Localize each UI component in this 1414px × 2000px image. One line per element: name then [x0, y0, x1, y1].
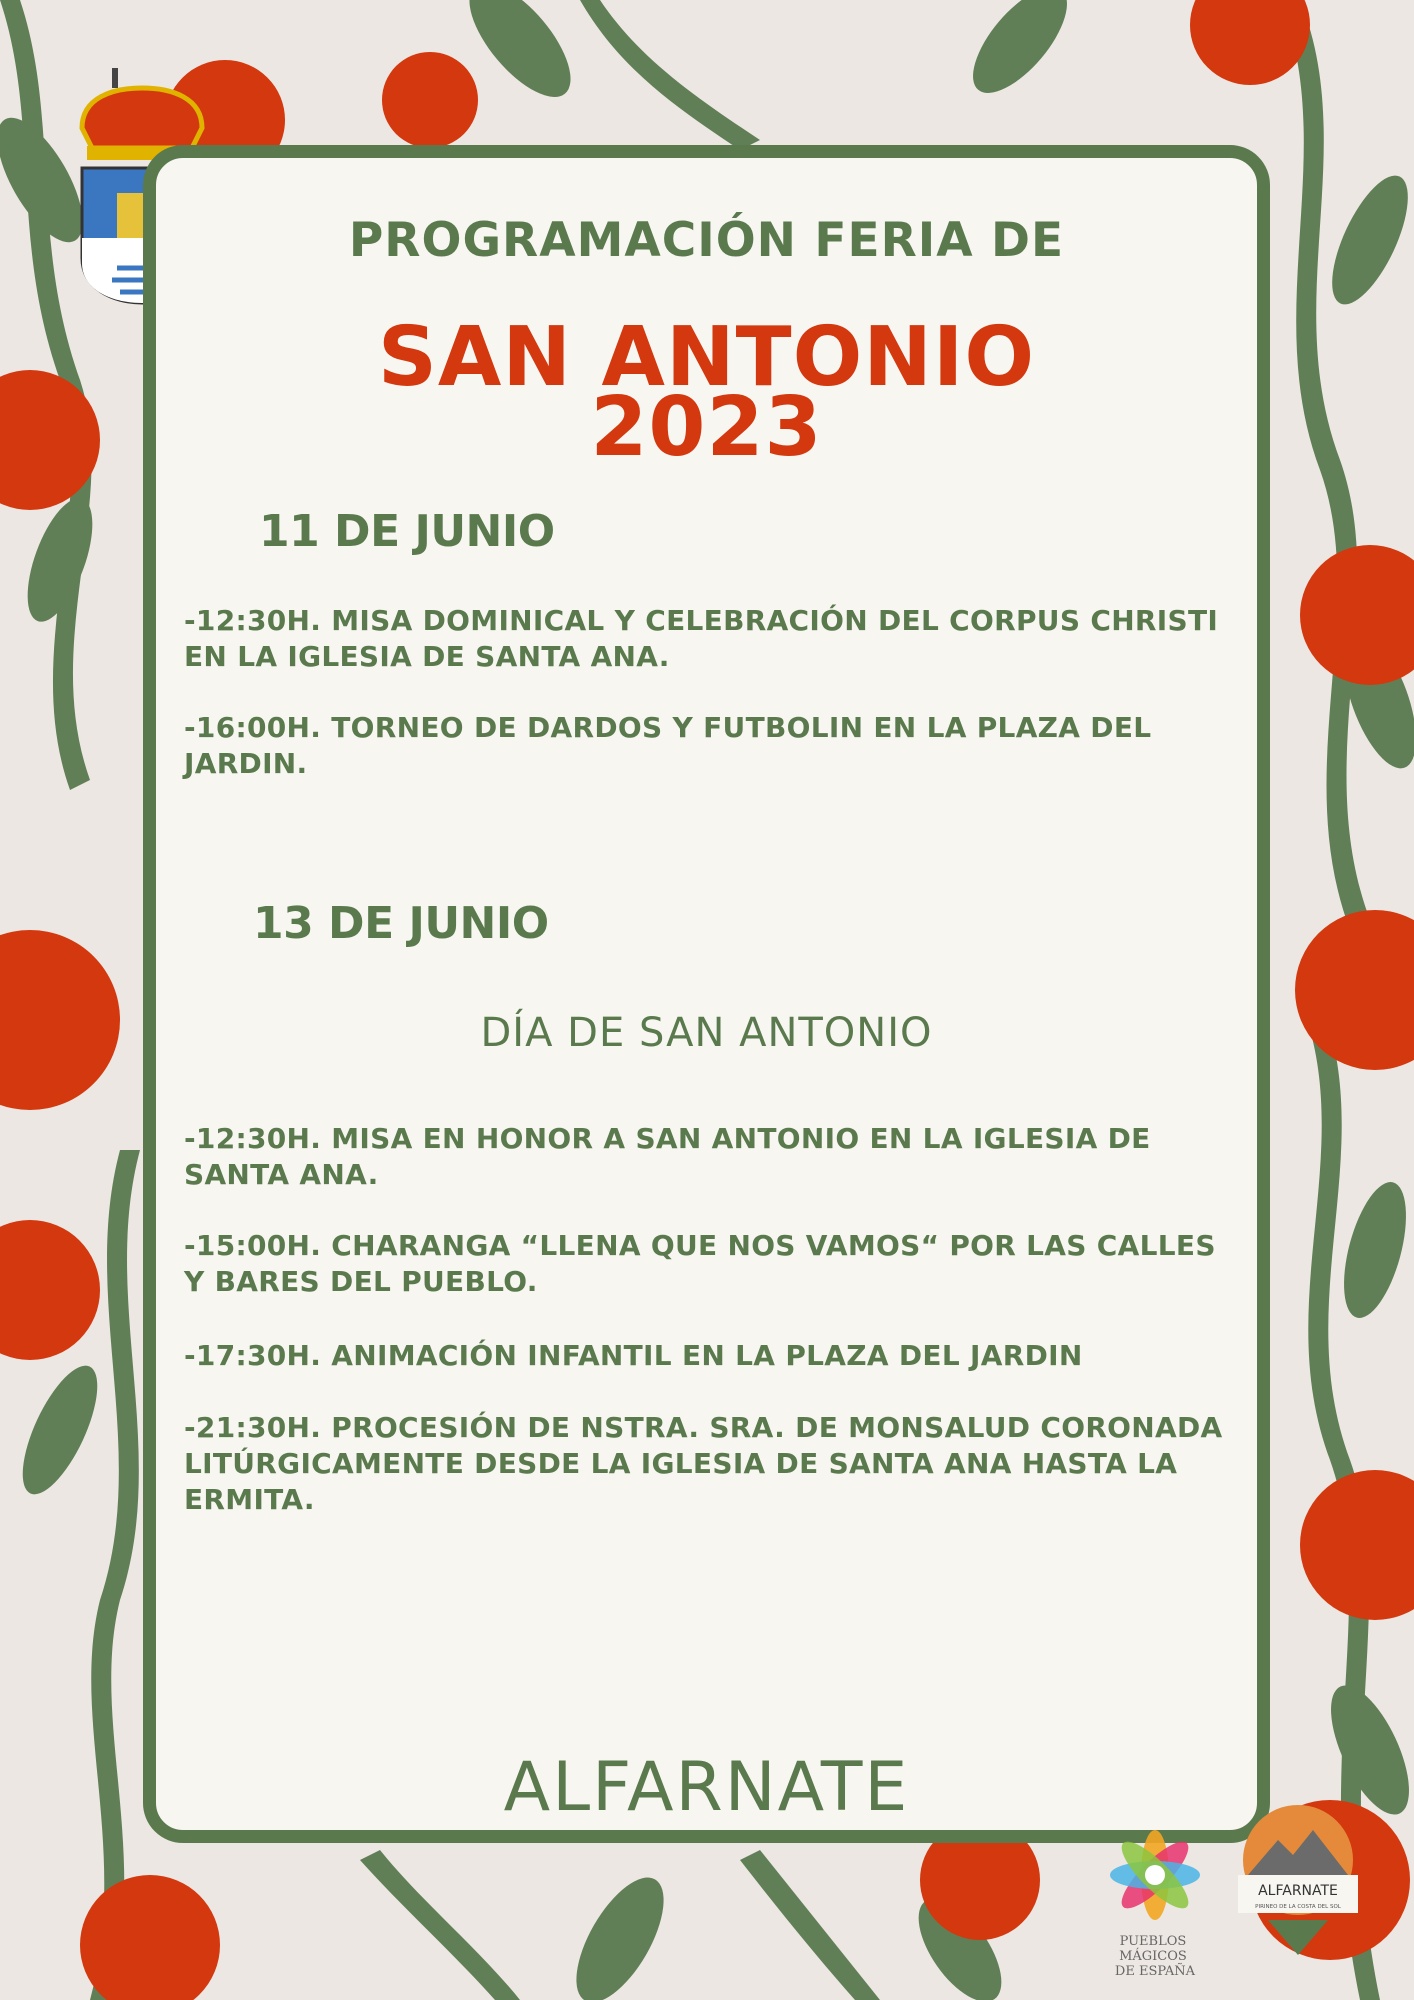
- event-item: -15:00H. CHARANGA “LLENA QUE NOS VAMOS“ POR LAS CALLES Y BARES DEL PUEBLO.: [184, 1229, 1216, 1298]
- event-item: -21:30H. PROCESIÓN DE NSTRA. SRA. DE MONSALUD CORONADA LITÚRGICAMENTE DESDE LA IGLESIA DE SANTA ANA HASTA LA ERMITA.: [184, 1411, 1223, 1516]
- alfarnate-logo-text: ALFARNATE: [1258, 1883, 1338, 1899]
- pueblos-magicos-logo: [1100, 1820, 1210, 1990]
- event-item: -12:30H. MISA DOMINICAL Y CELEBRACIÓN DEL CORPUS CHRISTI EN LA IGLESIA DE SANTA ANA.: [184, 604, 1219, 673]
- day-heading: 13 DE JUNIO: [253, 898, 549, 949]
- alfarnate-logo-tagline: PIRINEO DE LA COSTA DEL SOL: [1255, 1904, 1341, 1910]
- program-title: [156, 310, 1257, 475]
- title-year: 2023: [590, 380, 823, 475]
- program-subtitle: PROGRAMACIÓN FERIA DE: [348, 213, 1065, 268]
- town-name: ALFARNATE: [503, 1748, 910, 1827]
- event-item: -12:30H. MISA EN HONOR A SAN ANTONIO EN LA IGLESIA DE SANTA ANA.: [184, 1122, 1151, 1191]
- day-heading: 11 DE JUNIO: [259, 506, 555, 557]
- event-item: -16:00H. TORNEO DE DARDOS Y FUTBOLIN EN LA PLAZA DEL JARDIN.: [184, 711, 1152, 780]
- title-name: SAN ANTONIO: [377, 310, 1036, 405]
- program-card: [143, 145, 1270, 1843]
- day-subtitle: DÍA DE SAN ANTONIO: [480, 1010, 933, 1056]
- pueblos-magicos-text: PUEBLOS MÁGICOS DE ESPAÑA: [1114, 1934, 1196, 1979]
- alfarnate-logo: [1238, 1805, 1358, 1975]
- event-item: -17:30H. ANIMACIÓN INFANTIL EN LA PLAZA DEL JARDIN: [184, 1339, 1083, 1372]
